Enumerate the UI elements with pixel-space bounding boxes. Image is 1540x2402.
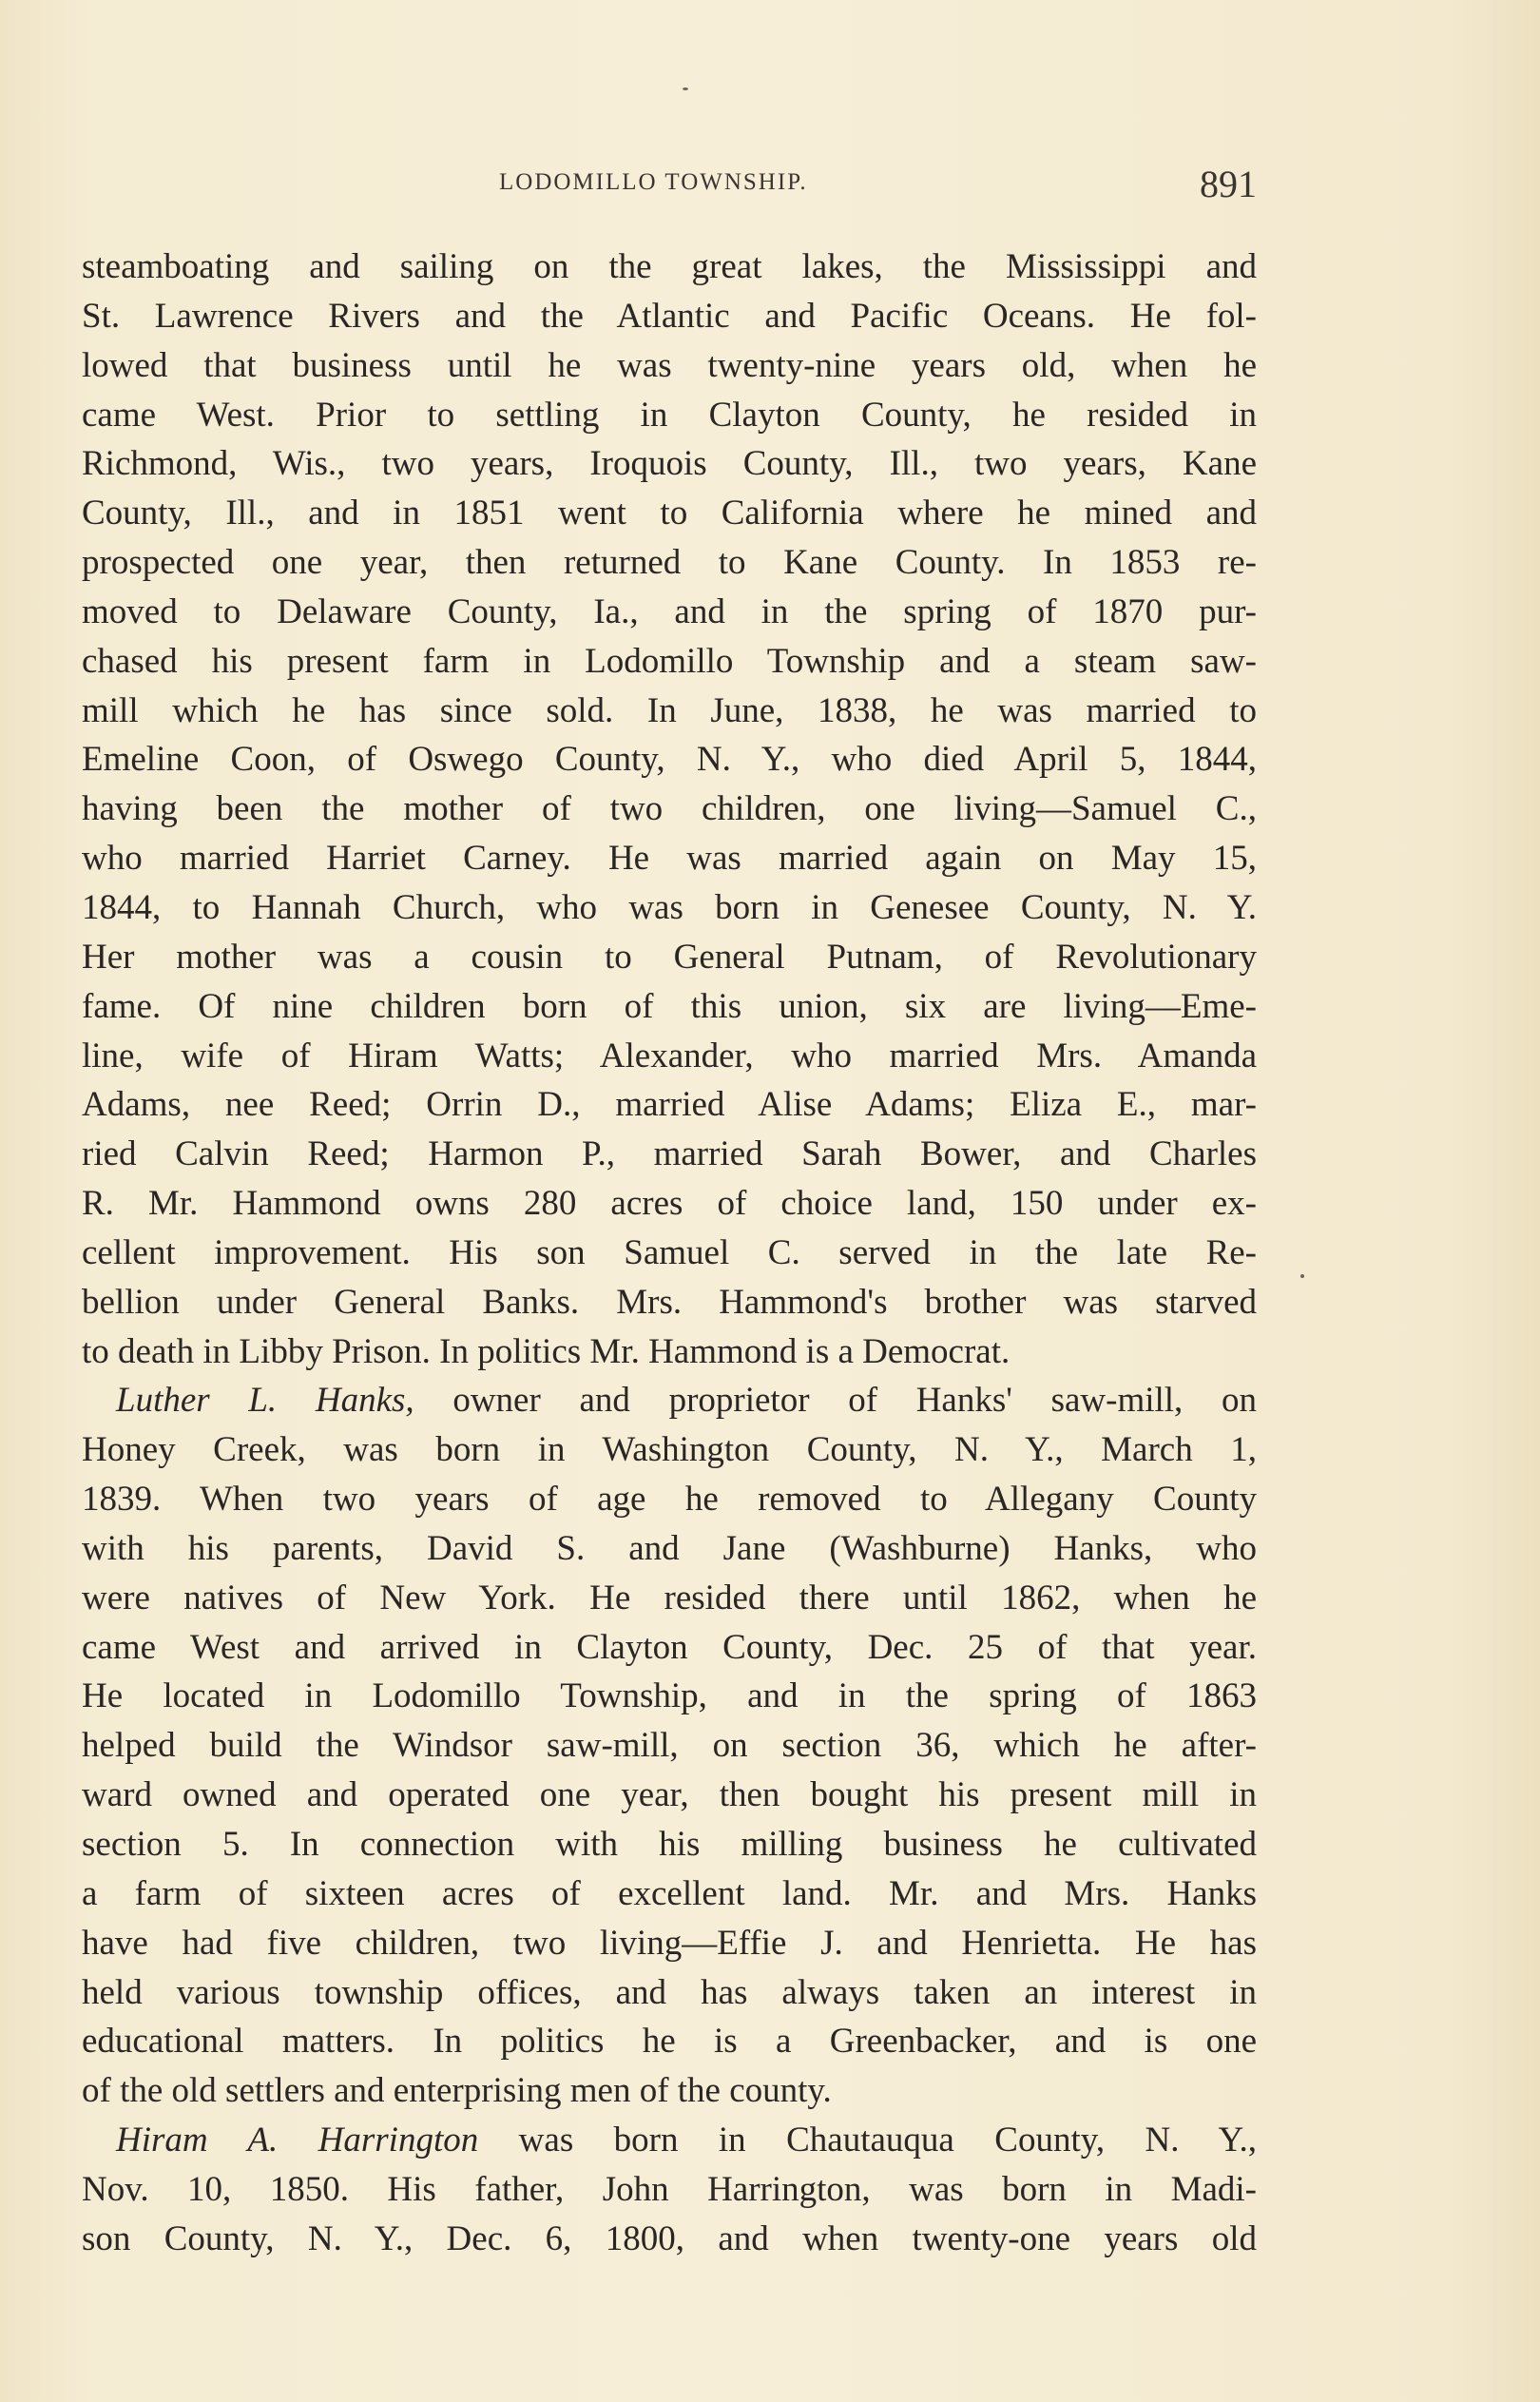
text-line: Her mother was a cousin to General Putnam, of Revolutionary — [82, 937, 1257, 977]
text-line: were natives of New York. He resided there until 1862, when he — [82, 1578, 1257, 1617]
body-text — [82, 242, 1257, 2264]
person-name: Hiram A. Harrington — [116, 2121, 479, 2160]
text-line: St. Lawrence Rivers and the Atlantic and Pacific Oceans. He fol- — [82, 296, 1257, 336]
text-line: moved to Delaware County, Ia., and in the spring of 1870 pur- — [82, 591, 1257, 631]
text-line: fame. Of nine children born of this union, six are living—Eme- — [82, 986, 1257, 1026]
running-head-title: LODOMILLO TOWNSHIP. — [499, 169, 808, 195]
text-line: Richmond, Wis., two years, Iroquois County, Ill., two years, Kane — [82, 444, 1257, 484]
text-line: a farm of sixteen acres of excellent land. Mr. and Mrs. Hanks — [82, 1873, 1257, 1913]
ink-speck — [1300, 1274, 1304, 1278]
text-span: was born in Chautauqua County, N. Y., — [478, 2121, 1257, 2160]
text-line: who married Harriet Carney. He was married again on May 15, — [82, 839, 1257, 879]
text-line: with his parents, David S. and Jane (Washburne) Hanks, who — [82, 1528, 1257, 1568]
text-line: came West. Prior to settling in Clayton County, he resided in — [82, 395, 1257, 435]
text-line: prospected one year, then returned to Kane County. In 1853 re- — [82, 543, 1257, 583]
text-line: son County, N. Y., Dec. 6, 1800, and when twenty-one years old — [82, 2218, 1257, 2258]
paragraph-start-line — [82, 1376, 1257, 1425]
text-line: Emeline Coon, of Oswego County, N. Y., who died April 5, 1844, — [82, 740, 1257, 780]
text-span: owner and proprietor of Hanks' saw-mill, on — [414, 1381, 1257, 1421]
text-line: bellion under General Banks. Mrs. Hammond's brother was starved — [82, 1282, 1257, 1322]
text-line: came West and arrived in Clayton County, Dec. 25 of that year. — [82, 1627, 1257, 1667]
text-line: mill which he has since sold. In June, 1838, he was married to — [82, 690, 1257, 730]
ink-speck — [683, 87, 688, 90]
person-name: Luther L. Hanks, — [116, 1381, 414, 1421]
text-line: Adams, nee Reed; Orrin D., married Alise Adams; Eliza E., mar- — [82, 1085, 1257, 1125]
text-line: line, wife of Hiram Watts; Alexander, who married Mrs. Amanda — [82, 1036, 1257, 1075]
text-line: of the old settlers and enterprising men of the county. — [82, 2071, 832, 2111]
text-line: lowed that business until he was twenty-nine years old, when he — [82, 345, 1257, 385]
text-line: helped build the Windsor saw-mill, on section 36, which he after- — [82, 1726, 1257, 1766]
text-line: having been the mother of two children, one living—Samuel C., — [82, 789, 1257, 829]
text-line: educational matters. In politics he is a Greenbacker, and is one — [82, 2022, 1257, 2062]
text-line: held various township offices, and has always taken an interest in — [82, 1972, 1257, 2012]
text-line: He located in Lodomillo Township, and in the spring of 1863 — [82, 1676, 1257, 1716]
text-line: have had five children, two living—Effie J. and Henrietta. He has — [82, 1923, 1257, 1963]
text-line: 1839. When two years of age he removed to Allegany County — [82, 1480, 1257, 1520]
text-line: Honey Creek, was born in Washington County, N. Y., March 1, — [82, 1430, 1257, 1470]
text-line: Nov. 10, 1850. His father, John Harrington, was born in Madi- — [82, 2169, 1257, 2209]
text-line: cellent improvement. His son Samuel C. served in the late Re- — [82, 1232, 1257, 1272]
text-line: to death in Libby Prison. In politics Mr. Hammond is a Democrat. — [82, 1331, 1011, 1371]
paragraph-start-line — [82, 2116, 1257, 2165]
text-line: ward owned and operated one year, then bought his present mill in — [82, 1775, 1257, 1815]
text-line: 1844, to Hannah Church, who was born in Genesee County, N. Y. — [82, 887, 1257, 927]
page-number: 891 — [1200, 163, 1257, 205]
text-line: R. Mr. Hammond owns 280 acres of choice land, 150 under ex- — [82, 1184, 1257, 1224]
text-line: chased his present farm in Lodomillo Township and a steam saw- — [82, 641, 1257, 681]
text-line: section 5. In connection with his milling business he cultivated — [82, 1825, 1257, 1864]
text-line: ried Calvin Reed; Harmon P., married Sarah Bower, and Charles — [82, 1134, 1257, 1174]
text-line: steamboating and sailing on the great lakes, the Mississippi and — [82, 247, 1257, 286]
text-line: County, Ill., and in 1851 went to California where he mined and — [82, 494, 1257, 533]
